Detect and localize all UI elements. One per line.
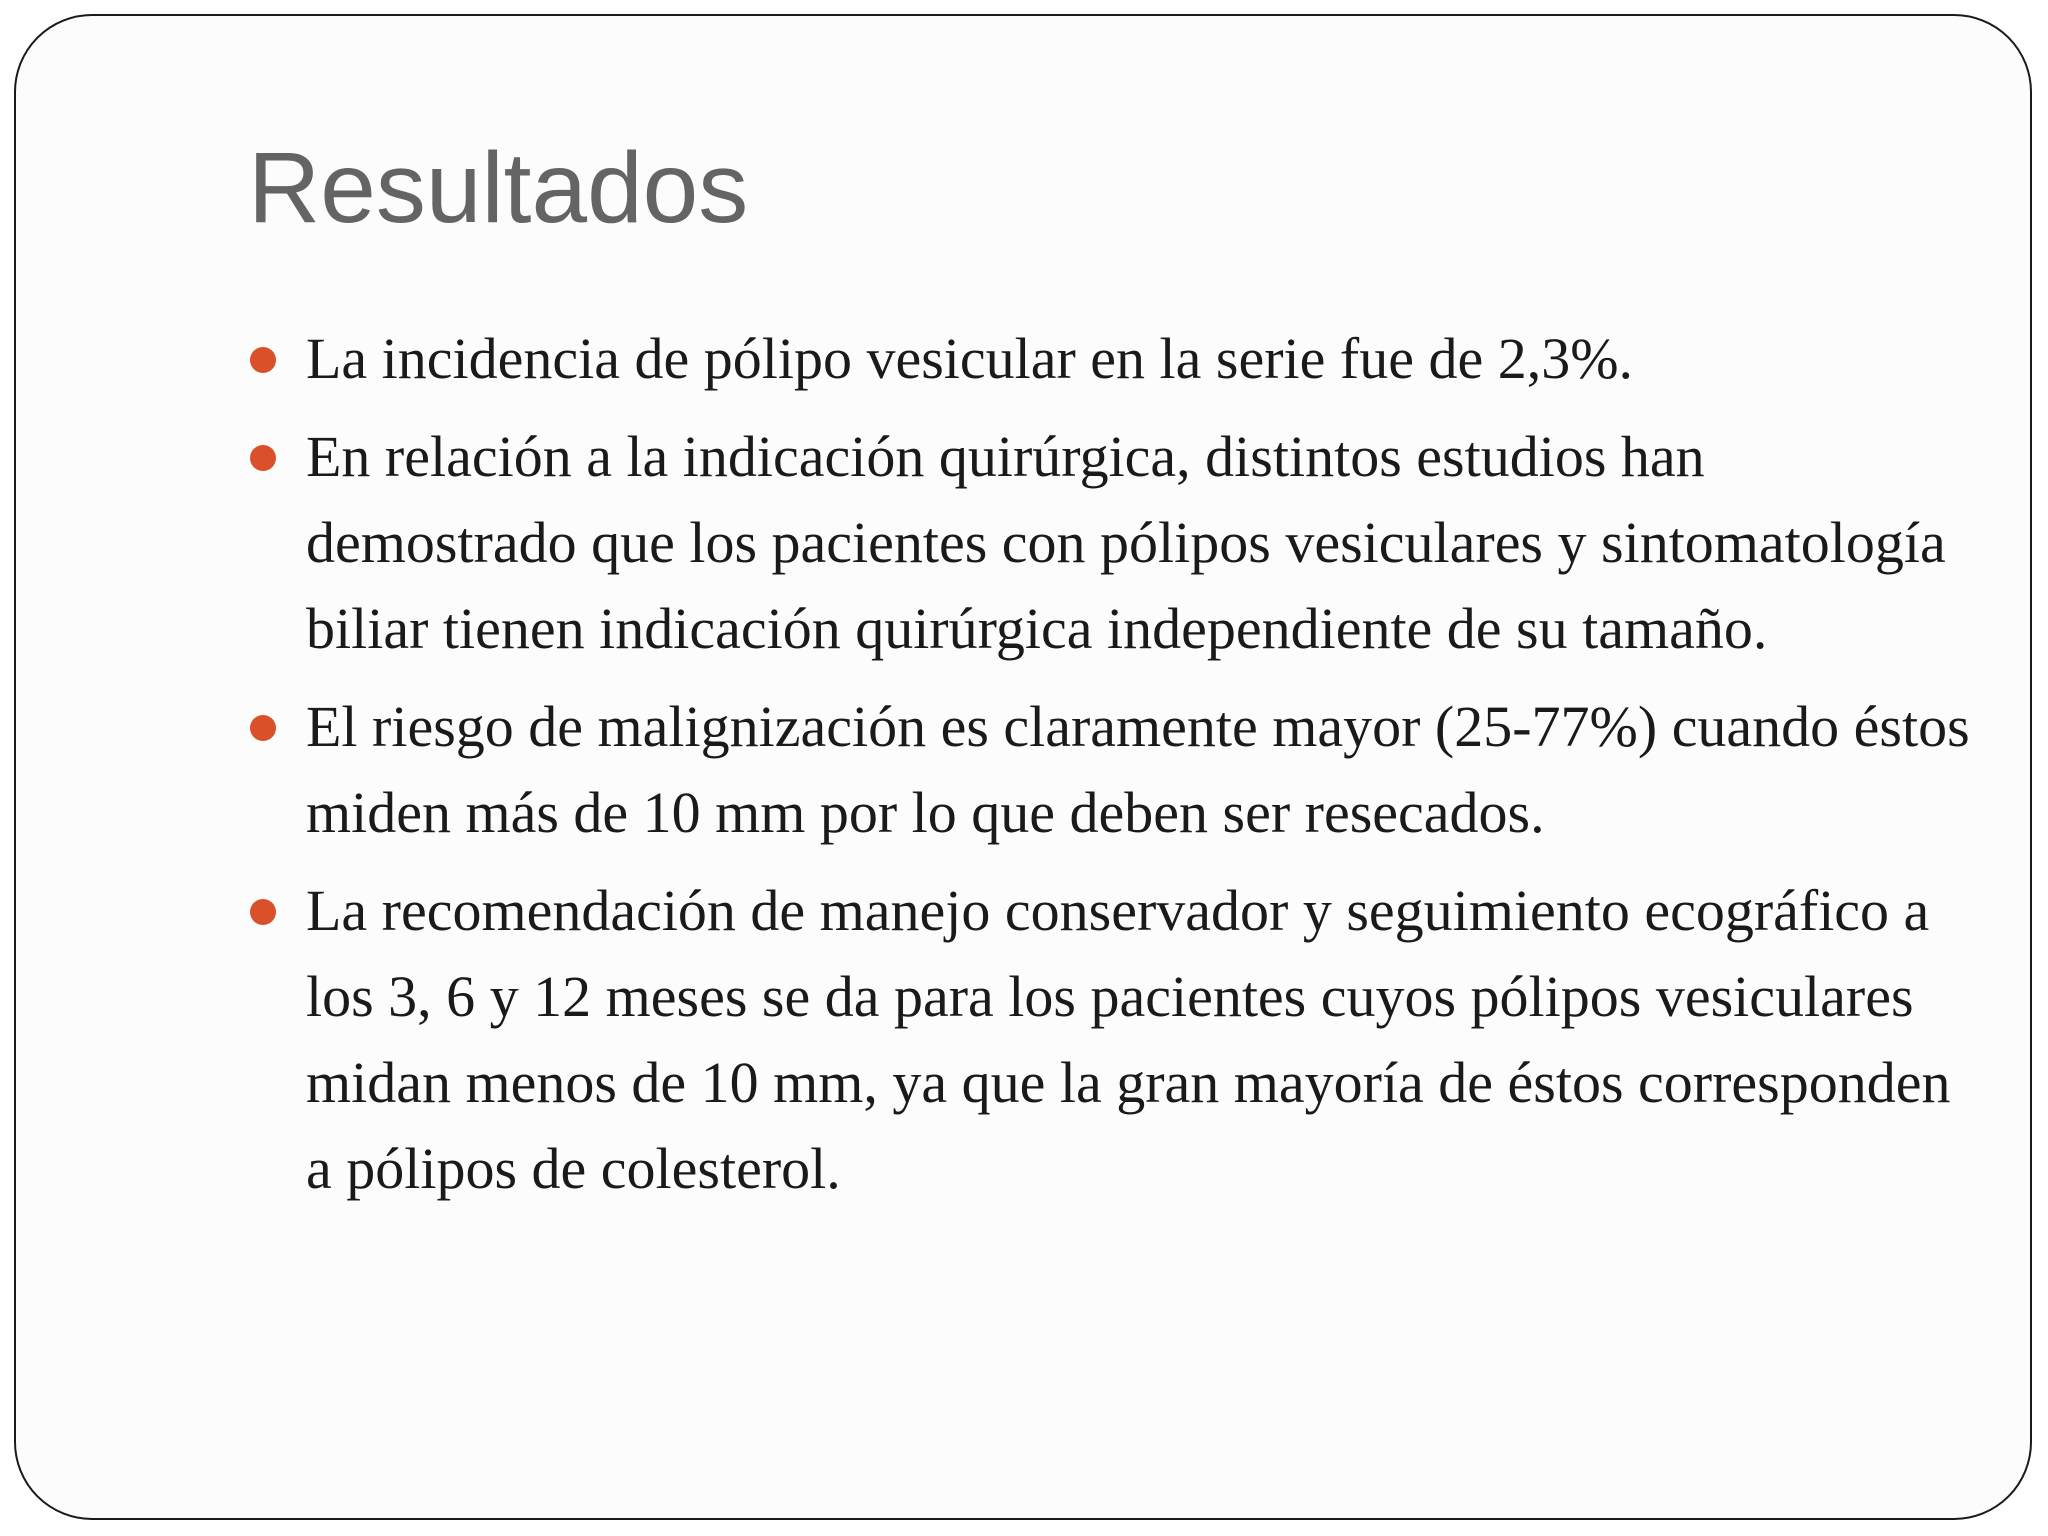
bullet-dot-icon bbox=[250, 445, 276, 471]
bullet-list bbox=[306, 316, 1986, 1224]
slide-title: Resultados bbox=[248, 132, 749, 244]
bullet-dot-icon bbox=[250, 899, 276, 925]
bullet-text: El riesgo de malignización es claramente mayor (25-77%) cuando éstos miden más de 10 mm por lo que deben ser resecados. bbox=[306, 694, 1970, 845]
bullet-item-1 bbox=[306, 316, 1986, 402]
bullet-item-3 bbox=[306, 684, 1986, 856]
bullet-item-2 bbox=[306, 414, 1986, 672]
bullet-item-4 bbox=[306, 868, 1986, 1212]
bullet-text: La recomendación de manejo conservador y seguimiento ecográfico a los 3, 6 y 12 meses se da para los pacientes cuyos pólipos vesiculares midan menos de 10 mm, ya que la gran mayoría de éstos corresponden a pólipos de colesterol. bbox=[306, 878, 1951, 1201]
slide-frame bbox=[14, 14, 2032, 1520]
bullet-dot-icon bbox=[250, 715, 276, 741]
bullet-dot-icon bbox=[250, 347, 276, 373]
bullet-text: La incidencia de pólipo vesicular en la serie fue de 2,3%. bbox=[306, 326, 1634, 391]
bullet-text: En relación a la indicación quirúrgica, distintos estudios han demostrado que los pacientes con pólipos vesiculares y sintomatología biliar tienen indicación quirúrgica independiente de su tamaño. bbox=[306, 424, 1946, 661]
